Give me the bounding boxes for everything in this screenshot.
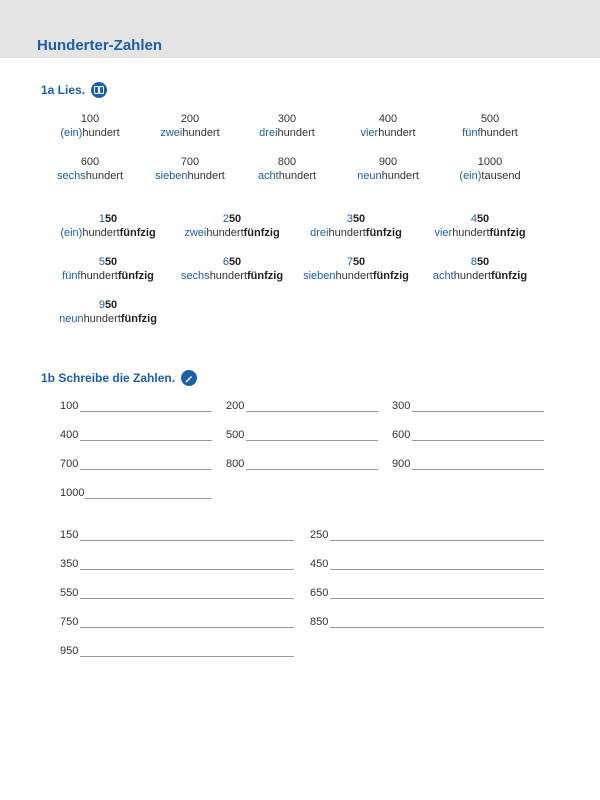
write-line[interactable]	[80, 430, 212, 441]
word-suffix: fünfzig	[120, 313, 157, 325]
word-stem: hundert	[187, 170, 225, 182]
word-suffix: fünfzig	[243, 227, 280, 239]
word-suffix: fünfzig	[247, 270, 284, 282]
word-prefix: sieben	[155, 170, 188, 182]
digit-hundreds: 9	[98, 299, 105, 311]
number-digits	[296, 255, 416, 269]
number-card	[48, 212, 168, 240]
write-row-number: 900	[392, 458, 411, 470]
word-stem: hundert	[82, 227, 120, 239]
write-row-number: 1000	[60, 487, 85, 499]
number-word	[40, 126, 140, 140]
write-row	[60, 558, 294, 570]
word-stem: hundert	[83, 313, 121, 325]
number-card	[172, 212, 292, 240]
write-row-number: 250	[310, 529, 329, 541]
word-prefix: fünf	[62, 270, 81, 282]
number-digits	[296, 212, 416, 226]
word-prefix: vier	[434, 227, 453, 239]
number-digits: 500	[480, 113, 500, 125]
write-row	[60, 429, 212, 441]
number-word	[237, 126, 337, 140]
write-row	[226, 458, 378, 470]
write-line[interactable]	[330, 617, 544, 628]
digit-hundreds: 1	[98, 213, 105, 225]
write-row-number: 700	[60, 458, 79, 470]
number-digits: 100	[80, 113, 100, 125]
number-card	[40, 112, 140, 140]
word-suffix: fünfzig	[489, 227, 526, 239]
number-word	[140, 169, 240, 183]
write-row-number: 150	[60, 529, 79, 541]
number-word	[237, 169, 337, 183]
number-card	[237, 112, 337, 140]
digit-hundreds: 8	[470, 256, 477, 268]
word-suffix: fünfzig	[117, 270, 154, 282]
number-card	[237, 155, 337, 183]
digit-rest: 50	[352, 213, 366, 225]
digit-hundreds: 7	[346, 256, 353, 268]
write-line[interactable]	[80, 617, 294, 628]
write-line[interactable]	[80, 588, 294, 599]
number-word	[48, 269, 168, 283]
write-row	[60, 458, 212, 470]
digit-hundreds: 2	[222, 213, 229, 225]
read-icon	[91, 82, 107, 98]
digit-rest: 50	[476, 256, 490, 268]
word-prefix: sechs	[56, 170, 86, 182]
word-prefix: drei	[310, 227, 329, 239]
write-line[interactable]	[246, 401, 378, 412]
number-digits	[48, 298, 168, 312]
word-stem: hundert	[182, 127, 220, 139]
write-row	[60, 616, 294, 628]
number-card	[40, 155, 140, 183]
word-prefix: sieben	[303, 270, 336, 282]
number-word	[172, 226, 292, 240]
write-line[interactable]	[246, 430, 378, 441]
number-digits	[48, 255, 168, 269]
word-stem: hundert	[82, 127, 120, 139]
number-word	[48, 312, 168, 326]
write-row-number: 650	[310, 587, 329, 599]
word-prefix: zwei	[160, 127, 183, 139]
write-row	[392, 400, 544, 412]
number-digits: 400	[378, 113, 398, 125]
word-stem: tausend	[481, 170, 521, 182]
number-card	[338, 155, 438, 183]
digit-rest: 50	[228, 256, 242, 268]
digit-hundreds: 6	[222, 256, 229, 268]
write-line[interactable]	[80, 459, 212, 470]
word-prefix: fünf	[462, 127, 481, 139]
write-row-number: 450	[310, 558, 329, 570]
write-row	[392, 458, 544, 470]
word-prefix: vier	[360, 127, 379, 139]
write-line[interactable]	[330, 559, 544, 570]
number-digits: 200	[180, 113, 200, 125]
section-1b-heading	[41, 370, 197, 386]
write-row-number: 350	[60, 558, 79, 570]
number-card	[420, 255, 540, 283]
number-word	[48, 226, 168, 240]
number-card	[140, 155, 240, 183]
write-row-number: 300	[392, 400, 411, 412]
number-card	[338, 112, 438, 140]
number-card	[440, 112, 540, 140]
word-prefix: sechs	[180, 270, 210, 282]
word-stem: hundert	[480, 127, 518, 139]
section-1a-label: 1a Lies.	[41, 83, 86, 97]
word-stem: hundert	[80, 270, 118, 282]
number-digits	[420, 212, 540, 226]
number-digits: 1000	[477, 156, 503, 168]
number-card	[440, 155, 540, 183]
write-line[interactable]	[80, 559, 294, 570]
write-row-number: 750	[60, 616, 79, 628]
digit-hundreds: 4	[470, 213, 477, 225]
number-word	[172, 269, 292, 283]
write-row	[310, 587, 544, 599]
write-line[interactable]	[80, 646, 294, 657]
word-prefix: neun	[59, 313, 84, 325]
write-line[interactable]	[246, 459, 378, 470]
number-card	[296, 212, 416, 240]
number-word	[440, 126, 540, 140]
write-row	[60, 645, 294, 657]
number-digits: 800	[277, 156, 297, 168]
word-prefix: neun	[357, 170, 382, 182]
number-digits: 700	[180, 156, 200, 168]
write-line[interactable]	[330, 588, 544, 599]
section-1a-heading	[41, 82, 107, 98]
word-stem: hundert	[381, 170, 419, 182]
write-row	[310, 529, 544, 541]
digit-rest: 50	[352, 256, 366, 268]
write-row	[226, 400, 378, 412]
write-line[interactable]	[330, 530, 544, 541]
word-prefix: acht	[432, 270, 454, 282]
word-prefix: (ein)	[459, 170, 482, 182]
number-card	[420, 212, 540, 240]
number-word	[420, 226, 540, 240]
word-prefix: acht	[257, 170, 279, 182]
word-suffix: fünfzig	[372, 270, 409, 282]
number-word	[296, 269, 416, 283]
write-row-number: 600	[392, 429, 411, 441]
word-suffix: fünfzig	[365, 227, 402, 239]
page-title: Hunderter-Zahlen	[37, 37, 163, 54]
write-line[interactable]	[84, 488, 212, 499]
word-stem: hundert	[85, 170, 124, 182]
word-stem: hundert	[453, 270, 492, 282]
section-1b-label: 1b Schreibe die Zahlen.	[41, 371, 176, 385]
write-line[interactable]	[80, 401, 212, 412]
number-word	[296, 226, 416, 240]
write-row	[60, 529, 294, 541]
digit-rest: 50	[104, 213, 118, 225]
write-row	[60, 587, 294, 599]
word-suffix: fünfzig	[119, 227, 156, 239]
word-prefix: drei	[259, 127, 278, 139]
write-row	[392, 429, 544, 441]
word-prefix: (ein)	[60, 227, 83, 239]
write-row-number: 100	[60, 400, 79, 412]
number-word	[420, 269, 540, 283]
word-prefix: (ein)	[60, 127, 83, 139]
number-card	[48, 298, 168, 326]
write-row	[310, 558, 544, 570]
number-digits: 600	[80, 156, 100, 168]
write-row-number: 950	[60, 645, 79, 657]
write-row-number: 800	[226, 458, 245, 470]
word-stem: hundert	[452, 227, 490, 239]
write-line[interactable]	[412, 459, 544, 470]
number-card	[172, 255, 292, 283]
write-row-number: 500	[226, 429, 245, 441]
number-digits	[48, 212, 168, 226]
write-row	[226, 429, 378, 441]
number-word	[338, 126, 438, 140]
word-stem: hundert	[335, 270, 373, 282]
write-row	[60, 487, 212, 499]
write-row-number: 200	[226, 400, 245, 412]
pencil-icon	[181, 370, 197, 386]
digit-rest: 50	[104, 299, 118, 311]
word-stem: hundert	[209, 270, 247, 282]
number-card	[140, 112, 240, 140]
word-stem: hundert	[278, 170, 317, 182]
number-word	[140, 126, 240, 140]
number-word	[440, 169, 540, 183]
number-word	[40, 169, 140, 183]
word-stem: hundert	[206, 227, 244, 239]
digit-rest: 50	[476, 213, 490, 225]
word-suffix: fünfzig	[491, 270, 528, 282]
write-row-number: 400	[60, 429, 79, 441]
write-line[interactable]	[412, 430, 544, 441]
word-stem: hundert	[378, 127, 416, 139]
word-stem: hundert	[328, 227, 366, 239]
number-digits	[172, 212, 292, 226]
write-row-number: 850	[310, 616, 329, 628]
number-word	[338, 169, 438, 183]
write-row	[310, 616, 544, 628]
digit-rest: 50	[104, 256, 118, 268]
digit-rest: 50	[228, 213, 242, 225]
number-card	[48, 255, 168, 283]
number-digits	[172, 255, 292, 269]
write-line[interactable]	[412, 401, 544, 412]
write-row-number: 550	[60, 587, 79, 599]
digit-hundreds: 3	[346, 213, 353, 225]
write-line[interactable]	[80, 530, 294, 541]
write-row	[60, 400, 212, 412]
word-stem: hundert	[277, 127, 315, 139]
number-digits	[420, 255, 540, 269]
number-digits: 300	[277, 113, 297, 125]
word-prefix: zwei	[184, 227, 207, 239]
number-digits: 900	[378, 156, 398, 168]
number-card	[296, 255, 416, 283]
digit-hundreds: 5	[98, 256, 105, 268]
